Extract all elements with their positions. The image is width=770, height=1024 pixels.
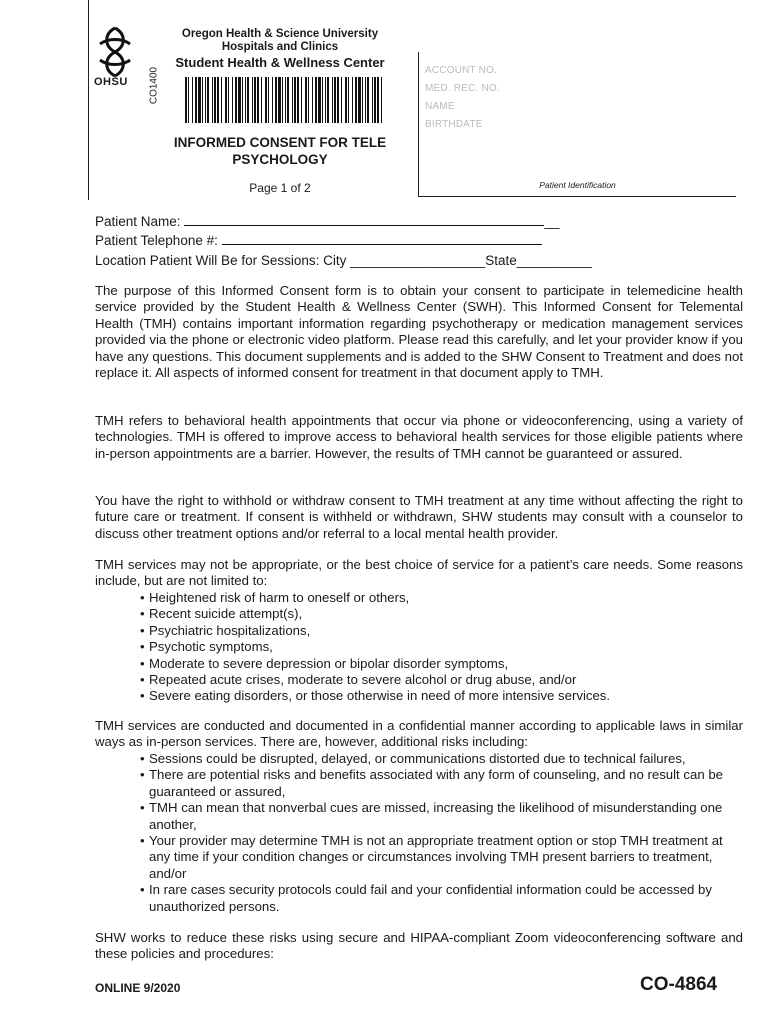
barcode-bar <box>348 77 349 123</box>
barcode-bar <box>308 77 309 123</box>
list-item: • Sessions could be disrupted, delayed, or communications distorted due to technical failures, <box>140 751 686 766</box>
barcode-bar <box>207 77 209 123</box>
barcode-bar <box>245 77 246 123</box>
risks-list <box>140 751 743 915</box>
location-field[interactable]: Location Patient Will Be for Sessions: City __________________State__________ <box>95 253 592 268</box>
barcode-bar <box>365 77 366 123</box>
department-name: Student Health & Wellness Center <box>175 55 385 70</box>
patient-name-field[interactable] <box>184 213 544 226</box>
barcode-bar <box>315 77 317 123</box>
barcode-bar <box>252 77 253 123</box>
barcode-bar <box>345 77 347 123</box>
paragraph-tmh-definition: TMH refers to behavioral health appointments that occur via phone or videoconferencing, using a variety of technologies. TMH is offered to improve access to behavioral health services for those eligible patients where in-person appointments are a barrier. However, the results of TMH cannot be guaranteed or assured. <box>95 413 743 461</box>
barcode-bar <box>275 77 277 123</box>
patient-name-label: Patient Name: <box>95 214 181 229</box>
list-item: • In rare cases security protocols could fail and your confidential information could be accessed by unauthorized persons. <box>140 882 712 914</box>
barcode-bar <box>285 77 286 123</box>
list-item: • Psychiatric hospitalizations, <box>140 622 311 638</box>
ohsu-logo <box>92 22 138 90</box>
barcode-bar <box>257 77 259 123</box>
name-label: NAME <box>425 101 455 112</box>
barcode-bar <box>297 77 299 123</box>
barcode-bar <box>381 77 382 123</box>
barcode-bar <box>238 77 241 123</box>
barcode-bar <box>332 77 333 123</box>
barcode-bar <box>202 77 203 123</box>
barcode-bar <box>372 77 373 123</box>
paragraph-purpose: The purpose of this Informed Consent form is to obtain your consent to participate in telemedicine health service provided by the Student Health & Wellness Center (SWH). This Informed Consent for Telemental Health (TMH) contains important information regarding psychotherapy or medication management services provided via the phone or electronic video platform. Please read this carefully, and let your provider know if you have any questions. This document supplements and is added to the SHW Consent to Treatment and does not replace it. All aspects of informed consent for treatment in that document apply to TMH. <box>95 283 743 381</box>
barcode-bar <box>242 77 243 123</box>
org-subtitle: Hospitals and Clinics <box>221 41 339 53</box>
footer-revision: ONLINE 9/2020 <box>95 981 181 995</box>
barcode-bar <box>334 77 336 123</box>
barcode-bar <box>247 77 249 123</box>
barcode-bar <box>377 77 379 123</box>
barcode-bar <box>265 77 267 123</box>
barcode-bar <box>337 77 339 123</box>
barcode-bar <box>367 77 369 123</box>
barcode-bar <box>205 77 206 123</box>
barcode-bar <box>232 77 233 123</box>
id-box-divider <box>418 52 419 196</box>
org-name: Oregon Health & Science University <box>181 28 379 40</box>
barcode-bar <box>312 77 313 123</box>
barcode-bar <box>272 77 273 123</box>
barcode-bar <box>294 77 296 123</box>
list-item: • Recent suicide attempt(s), <box>140 606 303 622</box>
barcode-bar <box>217 77 219 123</box>
document-title <box>160 134 400 168</box>
barcode-bar <box>318 77 321 123</box>
document-title-line1: INFORMED CONSENT FOR TELE <box>173 135 387 150</box>
barcode-bar <box>268 77 269 123</box>
barcode-bar <box>305 77 307 123</box>
form-number-vertical: CO1400 <box>148 66 160 105</box>
barcode-bar <box>221 77 222 123</box>
med-rec-no-label: MED. REC. NO. <box>425 83 500 94</box>
ohsu-logo-text: OHSU <box>94 76 128 88</box>
birthdate-label: BIRTHDATE <box>425 119 483 130</box>
barcode-bar <box>195 77 197 123</box>
barcode-bar <box>198 77 201 123</box>
barcode-bar <box>214 77 216 123</box>
barcode-bar <box>374 77 376 123</box>
patient-name-tail: __ <box>544 214 560 229</box>
patient-phone-label: Patient Telephone #: <box>95 233 218 248</box>
barcode-bar <box>235 77 237 123</box>
list-item: • Repeated acute crises, moderate to severe alcohol or drug abuse, and/or <box>140 672 577 688</box>
barcode-bar <box>225 77 227 123</box>
barcode-bar <box>352 77 353 123</box>
patient-name-row <box>95 213 559 229</box>
barcode-bar <box>228 77 229 123</box>
list-item: • Moderate to severe depression or bipolar disorder symptoms, <box>140 655 509 671</box>
account-no-label: ACCOUNT NO. <box>425 65 498 76</box>
list-item: • TMH can mean that nonverbal cues are missed, increasing the likelihood of misunderstanding one another, <box>140 800 723 832</box>
barcode-bar <box>327 77 329 123</box>
barcode-bar <box>192 77 193 123</box>
barcode-bar <box>185 77 187 123</box>
paragraph-risks: TMH services are conducted and documented in a confidential manner according to applicable laws in similar ways as in-person services. There are, however, additional risks including: <box>95 718 743 750</box>
barcode-bar <box>292 77 293 123</box>
barcode-bar <box>254 77 256 123</box>
barcode-bar <box>261 77 262 123</box>
patient-phone-row <box>95 232 542 248</box>
left-border-line <box>88 0 89 200</box>
page-number: Page 1 of 2 <box>249 181 311 195</box>
barcode-bar <box>341 77 342 123</box>
barcode-bar <box>282 77 283 123</box>
list-item: • Your provider may determine TMH is not an appropriate treatment option or stop TMH treatment at any time if your condition changes or circumstances involving TMH present barriers to treatment, and/or <box>140 833 723 881</box>
patient-phone-field[interactable] <box>222 232 542 245</box>
footer-form-code: CO-4864 <box>640 974 718 995</box>
paragraph-mitigation: SHW works to reduce these risks using secure and HIPAA-compliant Zoom videoconferencing software and these policies and procedures: <box>95 930 743 962</box>
barcode-graphic <box>185 77 385 123</box>
barcode-bar <box>325 77 326 123</box>
barcode <box>185 77 385 123</box>
barcode-bar <box>278 77 281 123</box>
reasons-list <box>140 590 740 705</box>
paragraph-right-to-withdraw: You have the right to withhold or withdraw consent to TMH treatment at any time without affecting the right to future care or treatment. If consent is withheld or withdrawn, SHW students may consult with a counselor to discuss other treatment options and/or referral to a local mental health provider. <box>95 493 743 541</box>
barcode-bar <box>188 77 189 123</box>
barcode-bar <box>287 77 289 123</box>
barcode-bar <box>358 77 361 123</box>
paragraph-not-appropriate: TMH services may not be appropriate, or the best choice of service for a patient’s care needs. Some reasons include, but are not limited to: <box>95 557 743 589</box>
barcode-bar <box>362 77 363 123</box>
barcode-bar <box>301 77 302 123</box>
list-item: • Psychotic symptoms, <box>140 639 273 655</box>
barcode-bar <box>322 77 323 123</box>
list-item: • There are potential risks and benefits associated with any form of counseling, and no result can be guaranteed or assured, <box>140 767 723 799</box>
list-item: • Heightened risk of harm to oneself or others, <box>140 590 410 605</box>
list-item: • Severe eating disorders, or those otherwise in need of more intensive services. <box>140 688 611 704</box>
barcode-bar <box>355 77 357 123</box>
header-bottom-line <box>418 196 736 197</box>
barcode-bar <box>212 77 213 123</box>
document-title-line2: PSYCHOLOGY <box>232 152 328 167</box>
patient-identification-label: Patient Identification <box>539 180 616 190</box>
